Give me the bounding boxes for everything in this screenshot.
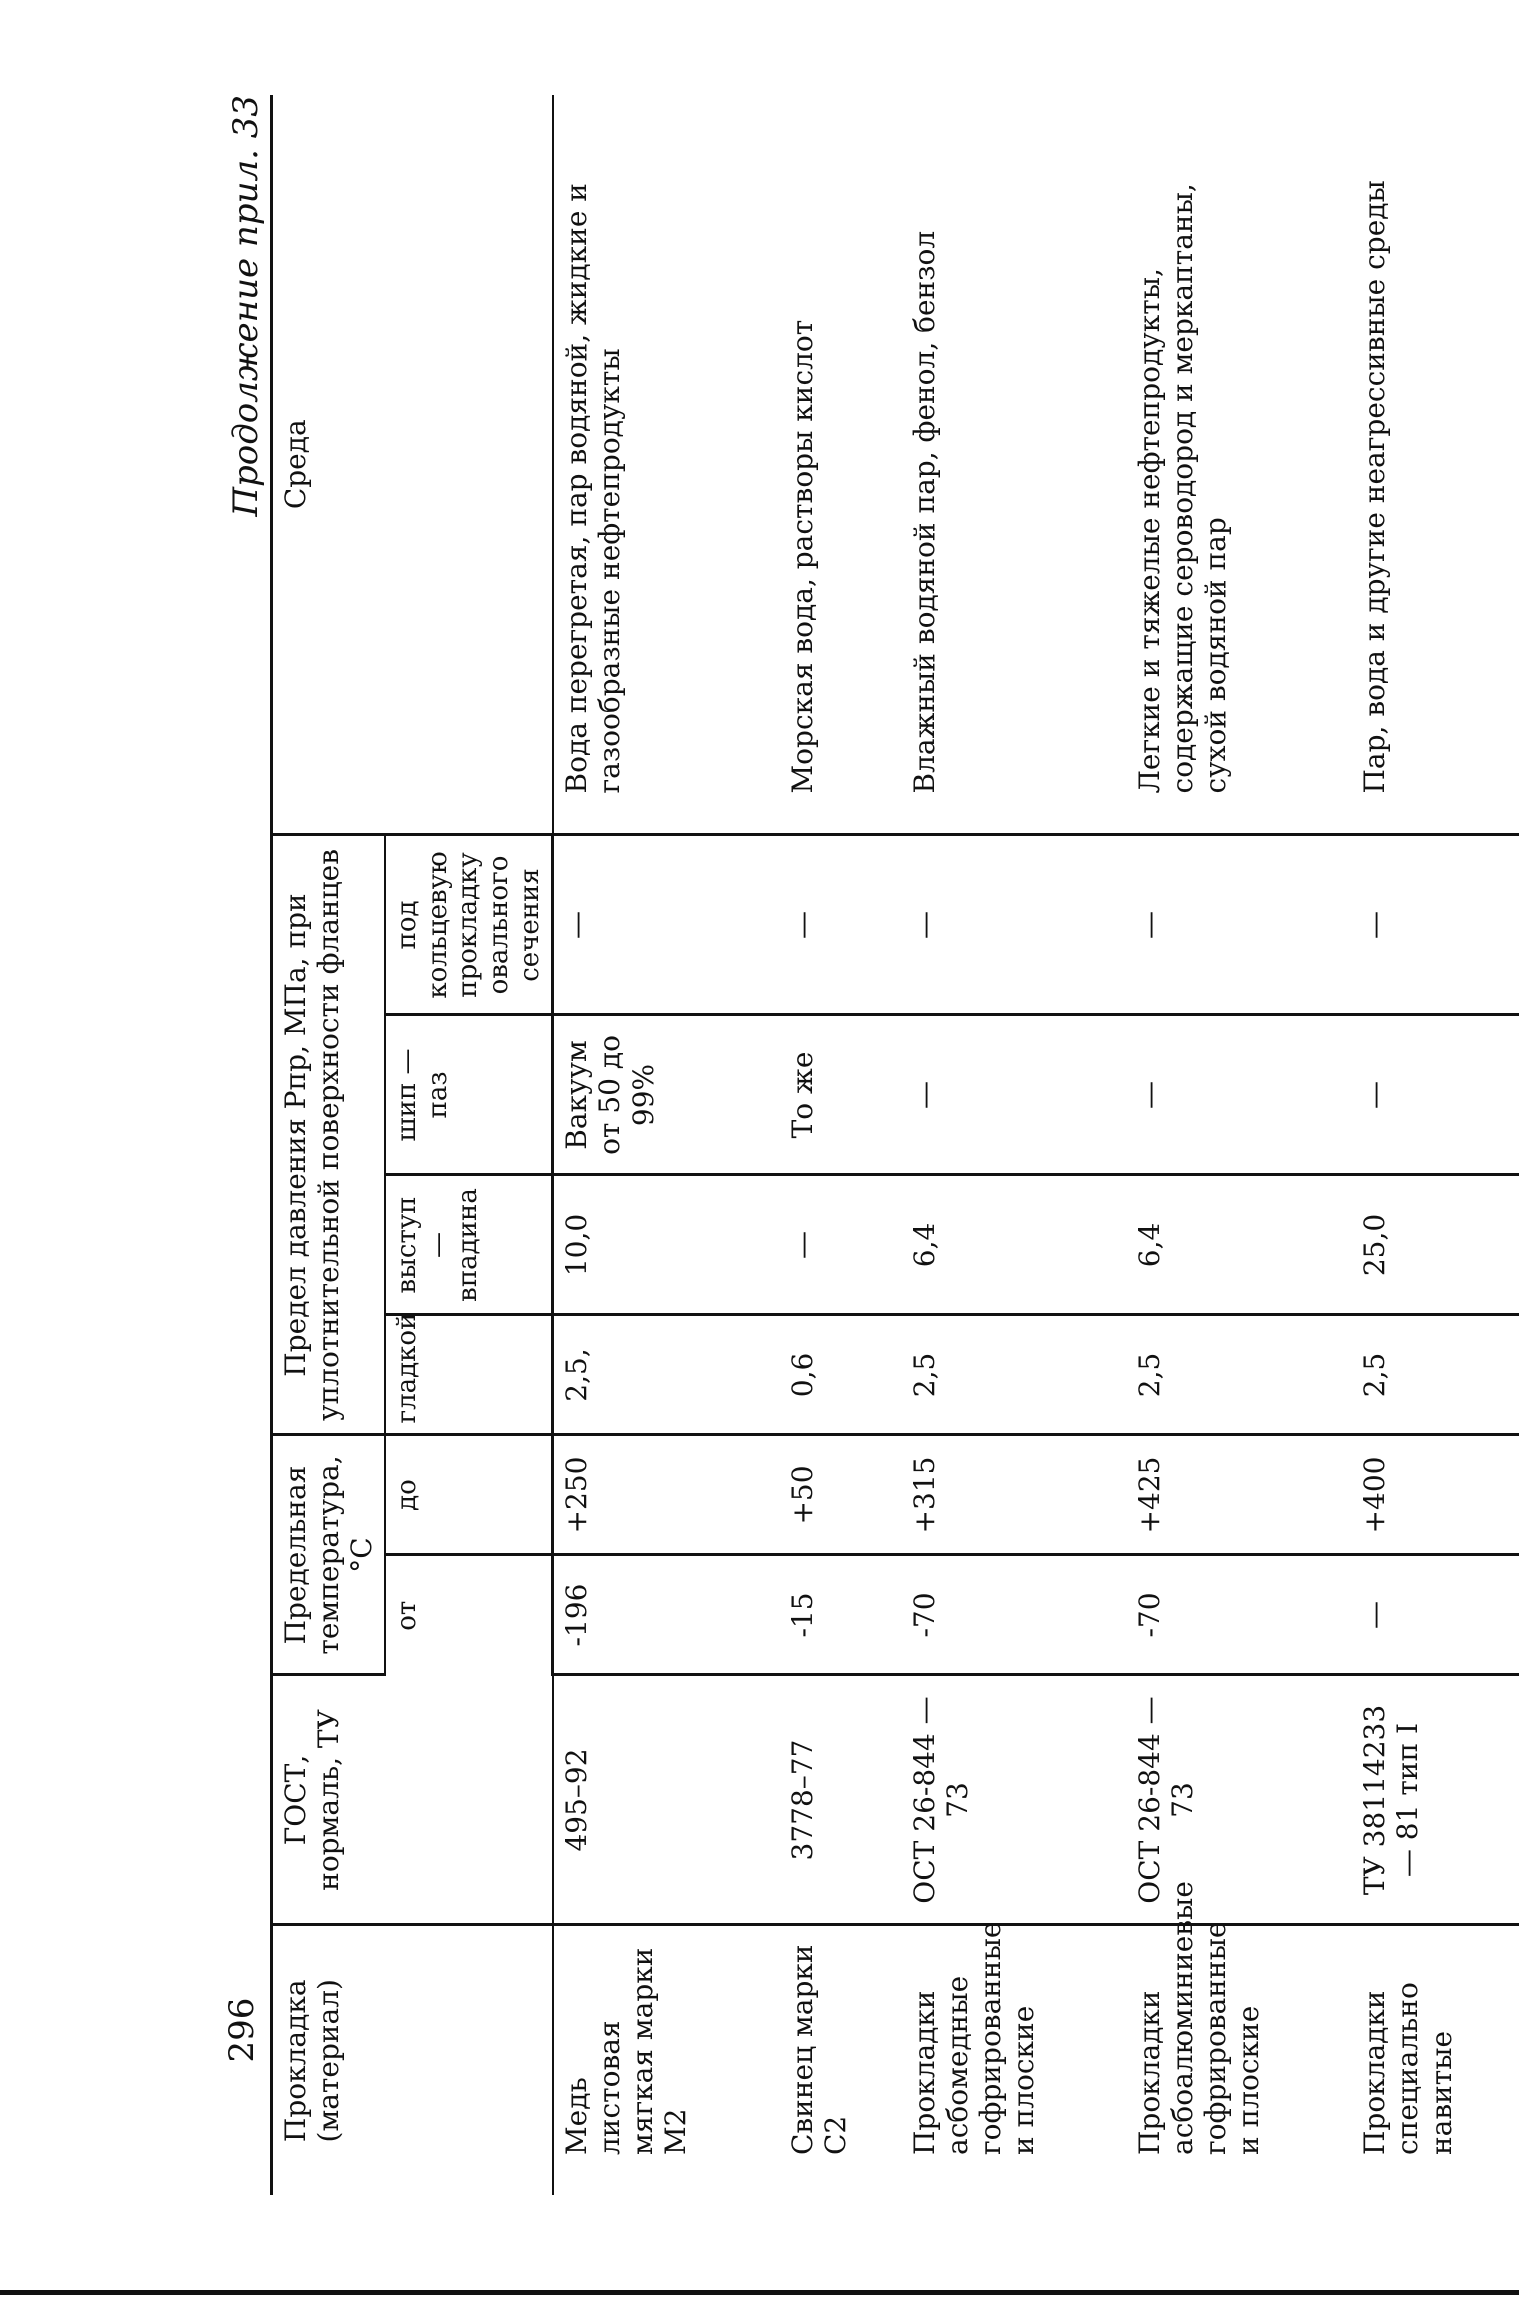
cell-pressure-boss: —: [780, 1175, 902, 1315]
cell-gost: ОСТ 26-844 — 73: [1127, 1675, 1352, 1925]
cell-medium: [1352, 95, 1519, 835]
cell-material: [553, 1925, 780, 2195]
cell-pressure-ring: —: [902, 835, 1127, 1015]
cell-pressure-ring: —: [780, 835, 902, 1015]
cell-temp-to: +315: [902, 1435, 1127, 1555]
page-number: 296: [222, 1997, 262, 2063]
header-pressure-boss: выступ — впадина: [385, 1175, 553, 1315]
cell-pressure-boss: 10,0: [553, 1175, 780, 1315]
medium-text: Влажный водяной пар, фенол, бензол: [907, 230, 941, 794]
cell-pressure-ring: —: [553, 835, 780, 1015]
cell-pressure-smooth: 2,5,: [553, 1315, 780, 1435]
cell-temp-from: -70: [1127, 1555, 1352, 1675]
table-row: [902, 95, 1127, 2195]
cell-temp-from: -70: [902, 1555, 1127, 1675]
cell-pressure-smooth: 2,5: [902, 1315, 1127, 1435]
cell-material: [1127, 1881, 1352, 2195]
table-row: [1352, 95, 1519, 2195]
cell-pressure-smooth: 2,5: [1352, 1315, 1519, 1435]
cell-material: [780, 1925, 902, 2195]
header-pressure-tongue: шип — паз: [385, 1015, 553, 1175]
cell-gost: ТУ 38114233 — 81 тип I: [1352, 1675, 1519, 1925]
cell-pressure-tongue: —: [1127, 1015, 1352, 1175]
cell-pressure-smooth: 2,5: [1127, 1315, 1352, 1435]
table-row: [553, 95, 780, 2195]
header-medium: Среда: [272, 95, 553, 835]
cell-medium: [780, 95, 902, 835]
cell-gost: 495–92: [553, 1675, 780, 1925]
material-text: Свинец марки С2: [785, 1944, 852, 2155]
cell-pressure-ring: —: [1127, 835, 1352, 1015]
cell-medium: [1127, 95, 1352, 835]
continuation-caption: Продолжение прил. 33: [226, 95, 266, 517]
cell-pressure-boss: 25,0: [1352, 1175, 1519, 1315]
header-temp-from: от: [385, 1555, 553, 1675]
cell-temp-from: -196: [553, 1555, 780, 1675]
header-pressure-smooth: гладкой: [385, 1315, 553, 1435]
cell-pressure-tongue: —: [1352, 1015, 1519, 1175]
medium-text: Морская вода, растворы кислот: [785, 319, 819, 794]
table-row: [780, 95, 902, 2195]
material-text: Прокладки специально навитые: [1358, 1982, 1458, 2155]
header-pressure: Предел давления Рпр, МПа, при уплотнительной поверхности фланцев: [272, 835, 386, 1435]
cell-material: [902, 1921, 1127, 2195]
cell-temp-from: —: [1352, 1555, 1519, 1675]
material-text: Прокладки асбоалюминиевые гофрированные и плоские: [1133, 1881, 1266, 2155]
header-temp-to: до: [385, 1435, 553, 1555]
cell-pressure-boss: 6,4: [1127, 1175, 1352, 1315]
cell-temp-to: +425: [1127, 1435, 1352, 1555]
cell-pressure-tongue: —: [902, 1015, 1127, 1175]
gasket-spec-table: [270, 95, 1519, 2195]
header-temperature: Предельная температура, °С: [272, 1435, 386, 1675]
medium-text: Легкие и тяжелые нефтепродукты, содержащие сероводород и меркаптаны, сухой водяной пар: [1133, 183, 1233, 794]
header-pressure-ring: под кольцевую прокладку овального сечения: [385, 835, 553, 1015]
cell-material: [1352, 1925, 1519, 2195]
medium-text: Пар, вода и другие неагрессивные среды: [1358, 180, 1392, 794]
cell-pressure-boss: 6,4: [902, 1175, 1127, 1315]
cell-temp-from: -15: [780, 1555, 902, 1675]
header-row-1: [272, 95, 386, 2195]
cell-temp-to: +250: [553, 1435, 780, 1555]
cell-temp-to: +400: [1352, 1435, 1519, 1555]
cell-pressure-smooth: 0,6: [780, 1315, 902, 1435]
cell-gost: 3778–77: [780, 1675, 902, 1925]
cell-pressure-tongue: То же: [780, 1015, 902, 1175]
bottom-rule: [0, 2290, 1519, 2295]
cell-gost: ОСТ 26-844 — 73: [902, 1675, 1127, 1925]
cell-temp-to: +50: [780, 1435, 902, 1555]
material-text: Медь листовая мягкая марки М2: [559, 1947, 693, 2155]
cell-pressure-tongue: Вакуум от 50 до 99%: [553, 1015, 780, 1175]
cell-medium: [902, 95, 1127, 835]
cell-medium: [553, 95, 780, 835]
table-row: [1127, 95, 1352, 2195]
cell-pressure-ring: —: [1352, 835, 1519, 1015]
header-material: Прокладка (материал): [272, 1925, 553, 2195]
medium-text: Вода перегретая, пар водяной, жидкие и газообразные нефтепродукты: [559, 183, 626, 794]
header-gost: ГОСТ, нормаль, ТУ: [272, 1675, 553, 1925]
material-text: Прокладки асбомедные гофрированные и плоские: [907, 1921, 1040, 2155]
